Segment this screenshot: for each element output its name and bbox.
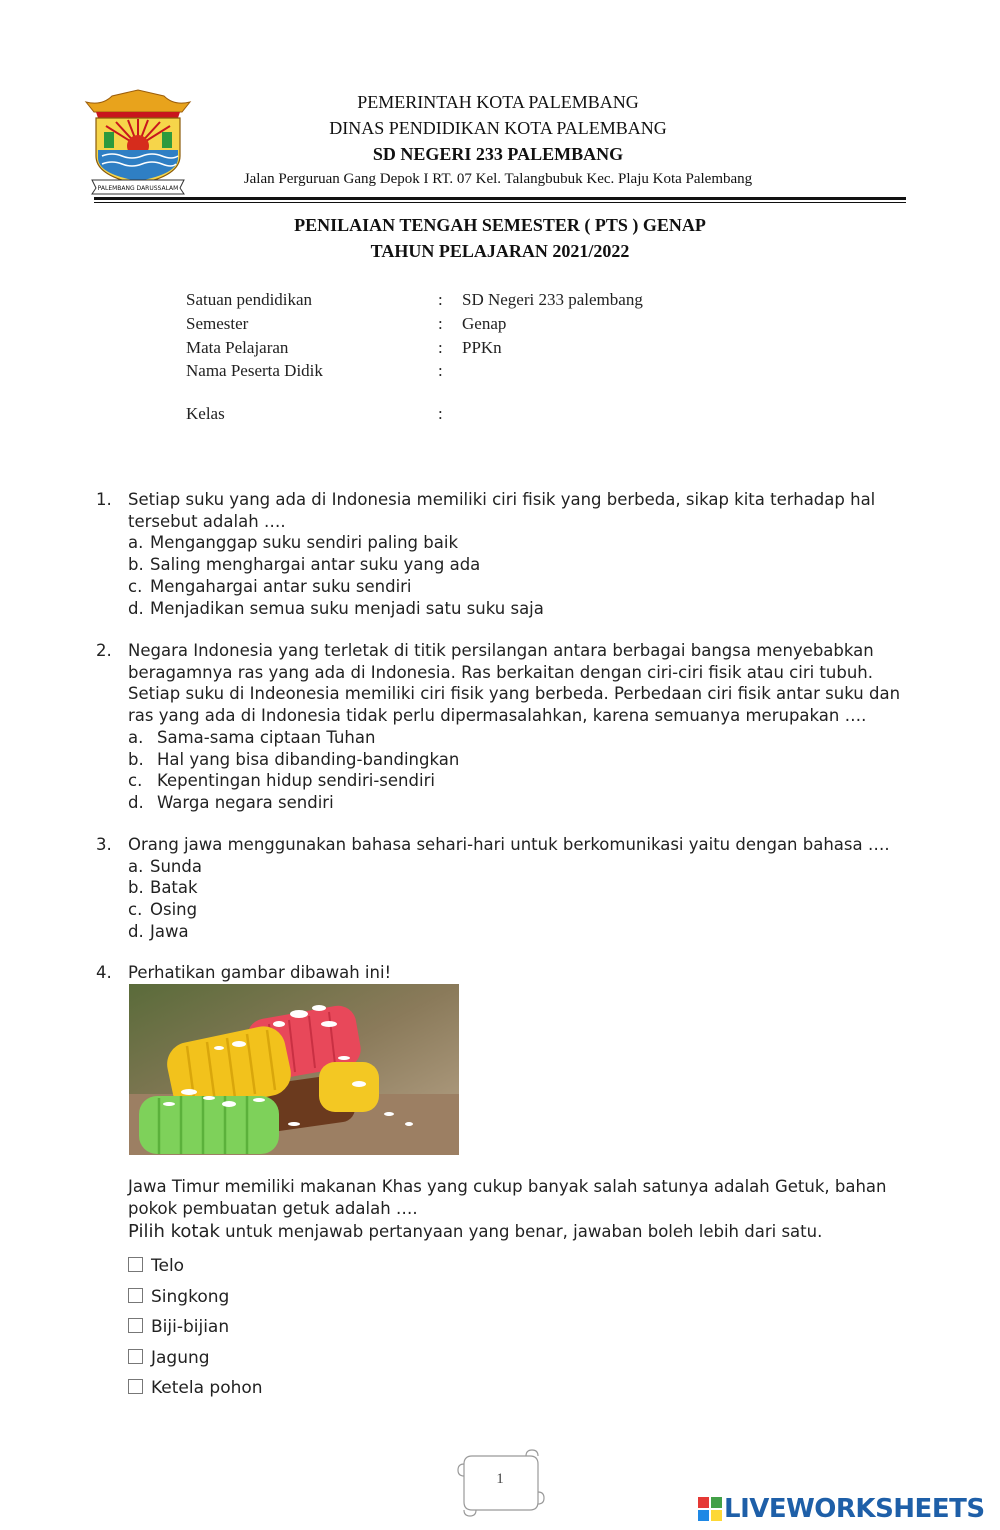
option-c: c. Kepentingan hidup sendiri-sendiri [128,771,435,791]
exam-title: PENILAIAN TENGAH SEMESTER ( PTS ) GENAP [294,215,706,235]
checkbox[interactable] [128,1379,143,1394]
getuk-photo [129,984,459,1155]
letterhead-school: SD NEGERI 233 PALEMBANG [372,144,624,164]
checkbox-label: Singkong [151,1287,230,1307]
info-value: PPKn [462,338,502,357]
question-stem: Perhatikan gambar dibawah ini! [128,963,392,982]
option-d: d. Menjadikan semua suku menjadi satu suku saja [128,598,544,618]
question-stem: Negara Indonesia yang terletak di titik persilangan antara berbagai bangsa menyebabkan beragamnya ras yang ada di Indonesia. Ras berkaitan dengan ciri-ciri fisik atau ciri tubuh. Setiap suku di Indeonesia memiliki ciri fisik yang berbeda. Perbedaan ciri fisik antar suku dan ras yang ada di Indonesia tidak perlu dipermasalahkan, karena semuanya merupakan …. [128,641,901,726]
option-a: a. Sunda [128,856,202,876]
info-label: Kelas [186,404,225,423]
question-4 [96,962,906,984]
info-value: Genap [462,314,507,333]
question-1 [96,489,906,619]
question-number: 3. [96,835,112,854]
letterhead-department: DINAS PENDIDIKAN KOTA PALEMBANG [329,118,667,138]
option-d: d. Warga negara sendiri [128,792,334,812]
checkbox[interactable] [128,1288,143,1303]
page-number: 1 [496,1471,504,1487]
checkbox-option-jagung[interactable] [128,1348,210,1368]
info-label: Satuan pendidikan [186,290,313,309]
brand-name: LIVEWORKSHEETS [724,1494,985,1524]
option-b: b. Hal yang bisa dibanding-bandingkan [128,749,460,769]
question-number: 4. [96,963,112,982]
checkbox-option-biji-bijian[interactable] [128,1317,229,1337]
info-colon: : [438,338,443,357]
option-b: b. Saling menghargai antar suku yang ada [128,555,481,575]
option-d: d. Jawa [128,921,189,941]
question-4-instruction: Pilih kotak untuk menjawab pertanyaan yang benar, jawaban boleh lebih dari satu. [128,1221,823,1242]
question-stem: Setiap suku yang ada di Indonesia memiliki ciri fisik yang berbeda, sikap kita terhadap hal tersebut adalah …. [128,490,876,531]
info-label: Semester [186,314,249,333]
palembang-emblem-icon [82,88,194,196]
checkbox-label: Ketela pohon [151,1378,263,1398]
option-a: a. Menganggap suku sendiri paling baik [128,533,458,553]
question-number: 1. [96,490,112,509]
question-number: 2. [96,641,112,660]
checkbox[interactable] [128,1318,143,1333]
checkbox-option-singkong[interactable] [128,1287,229,1307]
info-value: SD Negeri 233 palembang [462,290,643,309]
emblem-banner-text: PALEMBANG DARUSSALAM [97,185,179,192]
checkbox-option-telo[interactable] [128,1256,184,1276]
question-3 [96,834,906,943]
checkbox-label: Biji-bijian [151,1317,230,1337]
info-colon: : [438,314,443,333]
exam-year: TAHUN PELAJARAN 2021/2022 [370,241,630,261]
checkbox-label: Jagung [151,1348,210,1368]
info-label: Nama Peserta Didik [186,361,323,380]
option-c: c. Mengahargai antar suku sendiri [128,576,412,596]
letterhead-divider-thick [94,197,906,200]
question-2 [96,640,906,814]
info-colon: : [438,404,443,423]
question-stem: Orang jawa menggunakan bahasa sehari-hari untuk berkomunikasi yaitu dengan bahasa …. [128,835,890,854]
letterhead-address: Jalan Perguruan Gang Depok I RT. 07 Kel. Talangbubuk Kec. Plaju Kota Palembang [243,171,753,187]
checkbox[interactable] [128,1349,143,1364]
checkbox-option-ketela-pohon[interactable] [128,1378,263,1398]
checkbox-label: Telo [151,1256,185,1276]
option-b: b. Batak [128,878,198,898]
info-colon: : [438,361,443,380]
option-a: a. Sama-sama ciptaan Tuhan [128,727,376,747]
option-c: c. Osing [128,900,198,920]
liveworksheets-icon [698,1497,722,1521]
question-4-text: Jawa Timur memiliki makanan Khas yang cukup banyak salah satunya adalah Getuk, bahan pokok pembuatan getuk adalah …. [128,1177,887,1218]
checkbox[interactable] [128,1257,143,1272]
letterhead-divider-thin [94,202,906,203]
info-label: Mata Pelajaran [186,338,289,357]
letterhead-government: PEMERINTAH KOTA PALEMBANG [357,92,639,112]
info-colon: : [438,290,443,309]
